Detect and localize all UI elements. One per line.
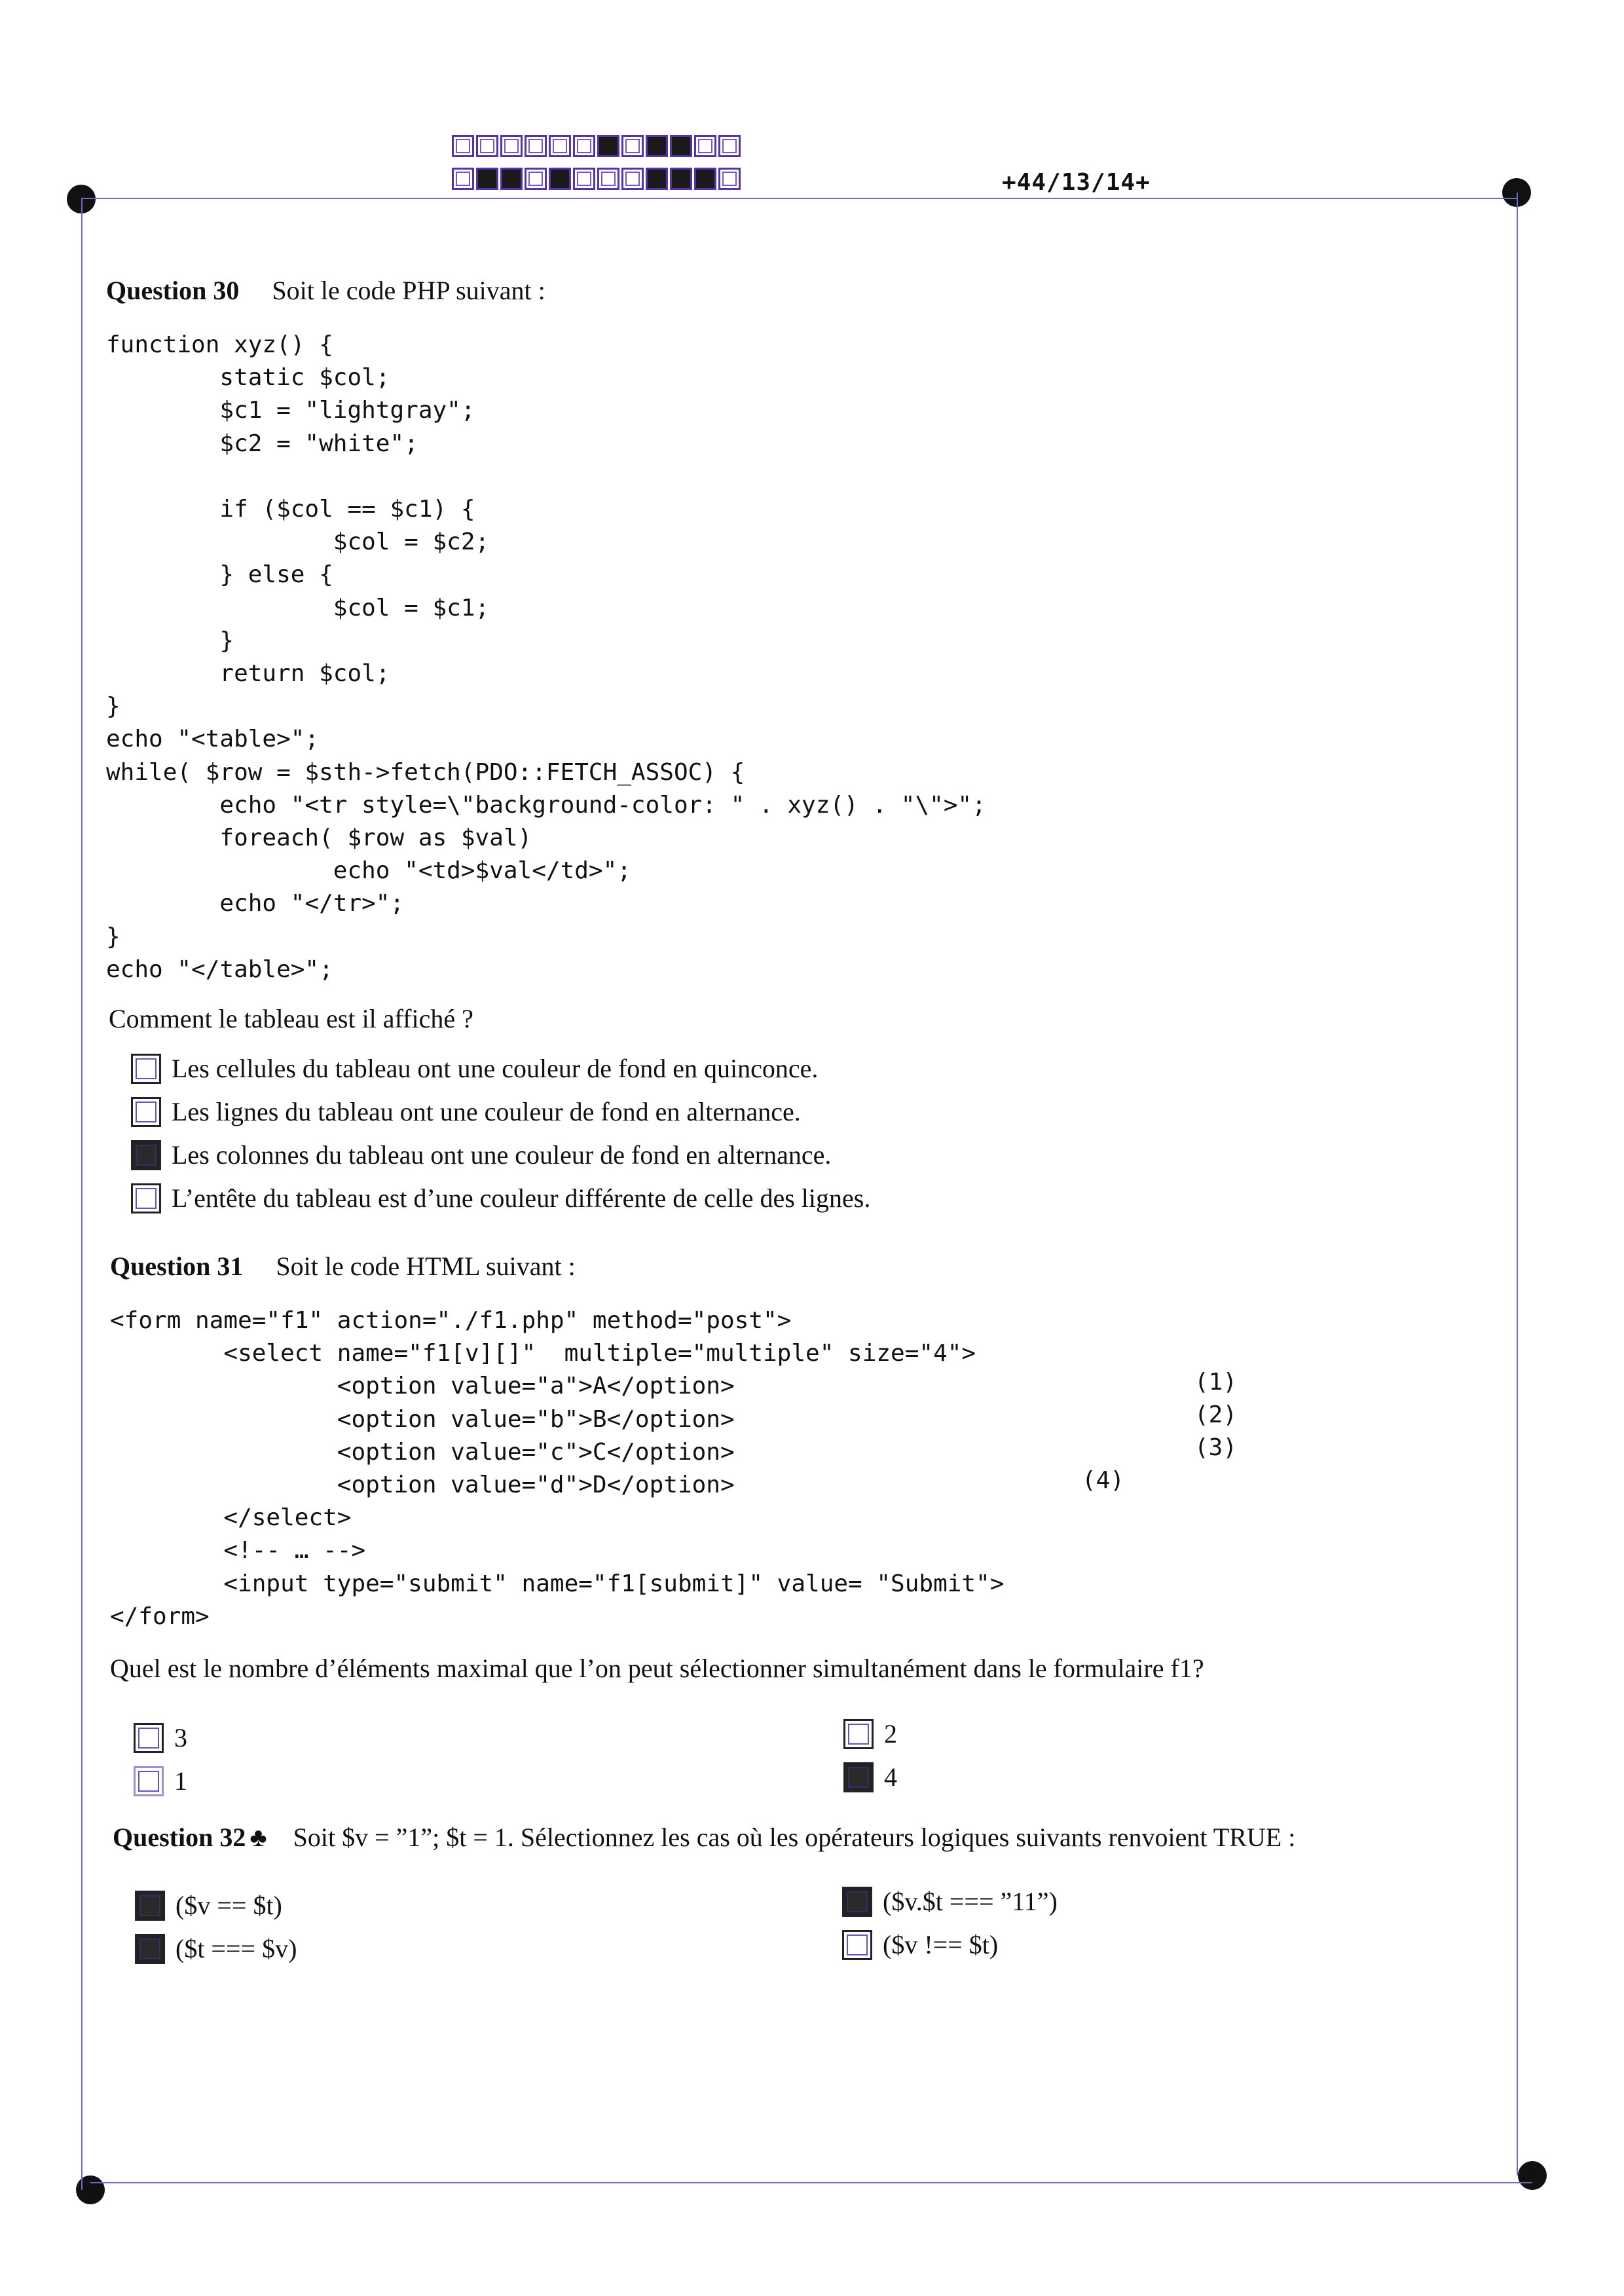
id-square (452, 135, 474, 157)
php-code-block: function xyz() { static $col; $c1 = "lightgray"; $c2 = "white"; if ($col == $c1) { $col = $c2; } else { $col = $c1; } return $col; } echo "<table>"; while( $row = $sth->fetch(PDO::FETCH_ASSOC) { echo "<tr style=\"background-color: " . xyz() . "\">"; foreach( $row as $val) echo "<td>$val</td>"; echo "</tr>"; } echo "</table>"; (106, 331, 986, 983)
id-square (525, 168, 547, 190)
checkbox[interactable] (842, 1887, 872, 1917)
q32-answer-2[interactable] (135, 1933, 297, 1964)
question-label: Question 32 (113, 1823, 246, 1852)
id-square (670, 168, 692, 190)
option-marker-4: (4) (1082, 1467, 1125, 1494)
question-intro: Soit le code HTML suivant : (276, 1251, 576, 1281)
checkbox[interactable] (842, 1930, 872, 1960)
corner-mark-bottom-right (1518, 2161, 1547, 2190)
q31-answer-2[interactable] (843, 1718, 897, 1749)
option-marker-3: (3) (1194, 1434, 1238, 1461)
frame-right (1517, 193, 1518, 2176)
q32-answer-4[interactable] (842, 1929, 998, 1960)
id-square (670, 135, 692, 157)
id-code-row-1 (452, 135, 743, 157)
id-square (549, 135, 571, 157)
frame-top (81, 198, 1517, 199)
id-square (549, 168, 571, 190)
id-square (500, 135, 523, 157)
answer-label: ($t === $v) (175, 1934, 297, 1963)
option-marker-2: (2) (1194, 1401, 1238, 1428)
answer-label: 4 (884, 1762, 897, 1792)
question-intro: Soit le code PHP suivant : (272, 276, 545, 305)
id-square (573, 168, 595, 190)
id-square (646, 168, 668, 190)
answer-label: Les lignes du tableau ont une couleur de fond en alternance. (172, 1097, 801, 1126)
id-square (476, 135, 498, 157)
checkbox[interactable] (135, 1934, 165, 1964)
q30-answer-3[interactable] (131, 1139, 831, 1170)
q32-answer-3[interactable] (842, 1886, 1058, 1917)
question-30-prompt: Comment le tableau est il affiché ? (109, 1004, 473, 1033)
q32-answer-1[interactable] (135, 1890, 282, 1921)
answer-label: 1 (174, 1766, 187, 1796)
checkbox[interactable] (131, 1097, 161, 1127)
corner-mark-bottom-left (76, 2176, 105, 2204)
checkbox[interactable] (135, 1891, 165, 1921)
checkbox[interactable] (131, 1054, 161, 1084)
answer-label: Les cellules du tableau ont une couleur de fond en quinconce. (172, 1054, 819, 1083)
question-intro: Soit $v = ”1”; $t = 1. Sélectionnez les cas où les opérateurs logiques suivants renvoient TRUE : (293, 1823, 1296, 1852)
frame-bottom (90, 2182, 1532, 2183)
checkbox[interactable] (134, 1723, 164, 1753)
q31-answer-4[interactable] (843, 1762, 897, 1792)
checkbox[interactable] (131, 1183, 161, 1213)
id-square (525, 135, 547, 157)
id-square (646, 135, 668, 157)
q31-answer-1[interactable] (134, 1766, 187, 1796)
id-square (694, 168, 716, 190)
frame-left (81, 198, 83, 2190)
checkbox[interactable] (843, 1719, 874, 1749)
answer-label: ($v !== $t) (883, 1930, 999, 1959)
q30-answer-1[interactable] (131, 1053, 818, 1084)
id-square (694, 135, 716, 157)
id-square (621, 168, 644, 190)
question-label: Question 31 (110, 1251, 244, 1281)
id-square (718, 135, 741, 157)
page-id: +44/13/14+ (1002, 169, 1151, 196)
answer-label: L’entête du tableau est d’une couleur différente de celle des lignes. (172, 1183, 871, 1213)
question-32-header (113, 1822, 1295, 1853)
checkbox[interactable] (131, 1140, 161, 1170)
answer-label: 3 (174, 1723, 187, 1752)
answer-label: ($v == $t) (175, 1891, 282, 1920)
id-square (476, 168, 498, 190)
id-square (597, 135, 619, 157)
id-square (452, 168, 474, 190)
question-label-group (113, 1823, 267, 1852)
club-icon: ♣ (249, 1823, 267, 1852)
q30-answer-2[interactable] (131, 1096, 801, 1127)
option-marker-1: (1) (1194, 1369, 1238, 1396)
q30-answer-4[interactable] (131, 1183, 870, 1213)
id-square (500, 168, 523, 190)
id-square (573, 135, 595, 157)
id-square (597, 168, 619, 190)
q31-answer-3[interactable] (134, 1722, 187, 1753)
id-code-row-2 (452, 168, 743, 190)
checkbox[interactable] (843, 1762, 874, 1792)
question-31-header (110, 1251, 576, 1282)
id-square (718, 168, 741, 190)
id-square (621, 135, 644, 157)
answer-label: Les colonnes du tableau ont une couleur de fond en alternance. (172, 1140, 832, 1170)
checkbox[interactable] (134, 1766, 164, 1796)
question-30-header (106, 275, 545, 306)
answer-label: ($v.$t === ”11”) (883, 1887, 1058, 1916)
html-code-block: <form name="f1" action="./f1.php" method="post"> <select name="f1[v][]" multiple="multiple" size="4"> <option value="a">A</option> <option value="b">B</option> <option value="c">C</option> <option value="d">D</option> </select> <!-- … --> <input type="submit" name="f1[submit]" value= "Submit"> </form> (110, 1307, 1005, 1630)
answer-label: 2 (884, 1719, 897, 1749)
question-label: Question 30 (106, 276, 240, 305)
question-31-prompt: Quel est le nombre d’éléments maximal que l’on peut sélectionner simultanément dans le formulaire f1? (110, 1654, 1204, 1683)
